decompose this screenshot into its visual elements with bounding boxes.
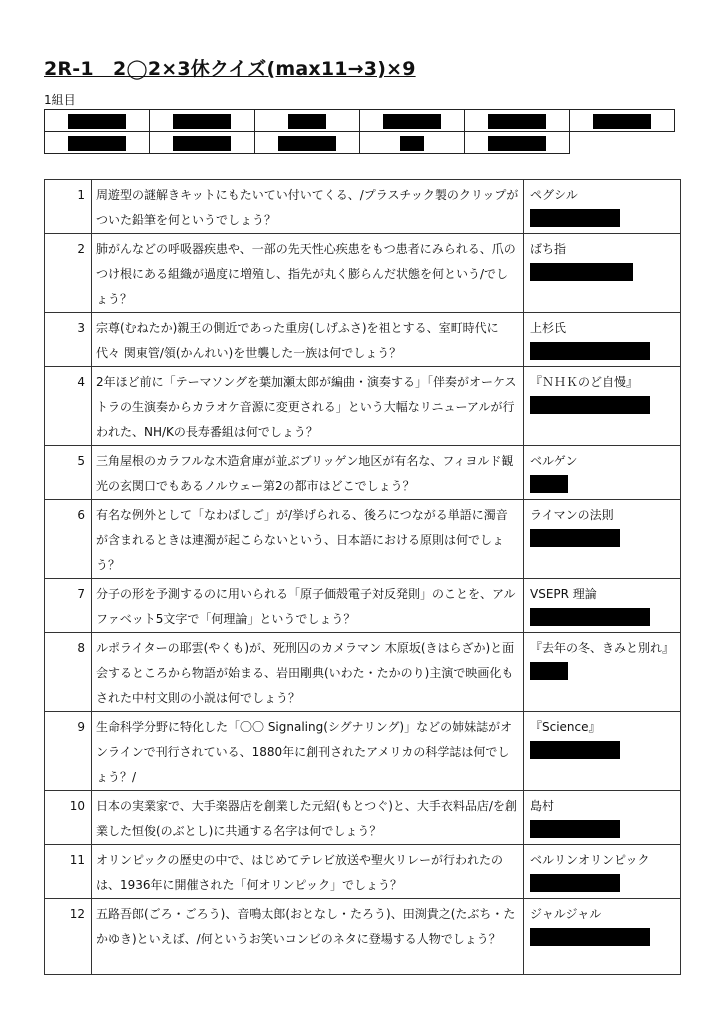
redacted-reading xyxy=(530,342,650,360)
question-number: 11 xyxy=(45,845,92,899)
redacted-name xyxy=(68,136,126,151)
question-number: 5 xyxy=(45,446,92,500)
player-cell xyxy=(150,110,255,132)
redacted-name xyxy=(288,114,326,129)
answer-text: 島村 xyxy=(530,799,555,813)
answer-text: ライマンの法則 xyxy=(530,508,614,522)
question-number: 1 xyxy=(45,180,92,234)
player-row xyxy=(45,132,675,154)
answer-cell xyxy=(524,367,681,446)
question-text: 三角屋根のカラフルな木造倉庫が並ぶブリッゲン地区が有名な、フィヨルド観光の玄関口でもあるノルウェー第2の都市はどこでしょう？ xyxy=(92,446,524,500)
question-row xyxy=(45,234,681,313)
question-text: 生命科学分野に特化した「〇〇 Signaling(シグナリング)」などの姉妹誌がオンラインで刊行されている、1880年に創刊されたアメリカの科学誌は何でしょう？/ xyxy=(92,712,524,791)
answer-text: ジャルジャル xyxy=(530,907,602,921)
question-row xyxy=(45,899,681,975)
redacted-reading xyxy=(530,928,650,946)
answer-cell xyxy=(524,791,681,845)
question-number: 7 xyxy=(45,579,92,633)
redacted-name xyxy=(383,114,441,129)
answer-cell xyxy=(524,313,681,367)
player-cell xyxy=(255,110,360,132)
answer-cell xyxy=(524,234,681,313)
answer-text: 『ＮＨＫのど自慢』 xyxy=(530,375,639,389)
answer-cell xyxy=(524,500,681,579)
redacted-reading xyxy=(530,475,568,493)
question-row xyxy=(45,579,681,633)
player-cell xyxy=(150,132,255,154)
question-row xyxy=(45,712,681,791)
redacted-name xyxy=(488,136,546,151)
redacted-name xyxy=(278,136,336,151)
answer-text: ばち指 xyxy=(530,242,567,256)
answer-cell xyxy=(524,633,681,712)
redacted-name xyxy=(400,136,424,151)
redacted-reading xyxy=(530,874,620,892)
question-row xyxy=(45,791,681,845)
answer-cell xyxy=(524,579,681,633)
answer-cell xyxy=(524,180,681,234)
player-row xyxy=(45,110,675,132)
redacted-reading xyxy=(530,529,620,547)
player-name-table xyxy=(44,109,675,154)
player-cell xyxy=(45,110,150,132)
question-row xyxy=(45,845,681,899)
question-number: 6 xyxy=(45,500,92,579)
question-table xyxy=(44,179,681,975)
redacted-name xyxy=(488,114,546,129)
question-number: 4 xyxy=(45,367,92,446)
redacted-name xyxy=(173,114,231,129)
question-text: 肺がんなどの呼吸器疾患や、一部の先天性心疾患をもつ患者にみられる、爪のつけ根にある組織が過度に増殖し、指先が丸く膨らんだ状態を何という/でしょう？ xyxy=(92,234,524,313)
page-title: 2R-1 2◯2×3休クイズ(max11→3)×9 xyxy=(44,58,416,80)
player-cell xyxy=(360,110,465,132)
redacted-reading xyxy=(530,396,650,414)
answer-text: VSEPR 理論 xyxy=(530,587,597,601)
redacted-reading xyxy=(530,662,568,680)
answer-text: ベルゲン xyxy=(530,454,578,468)
answer-cell xyxy=(524,899,681,975)
answer-cell xyxy=(524,712,681,791)
answer-cell xyxy=(524,845,681,899)
question-number: 10 xyxy=(45,791,92,845)
player-cell xyxy=(465,110,570,132)
question-text: 五路吾郎(ごろ・ごろう)、音鳴太郎(おとなし・たろう)、田渕貴之(たぶち・たかゆき)といえば、/何というお笑いコンビのネタに登場する人物でしょう？ xyxy=(92,899,524,975)
question-row xyxy=(45,367,681,446)
question-row xyxy=(45,180,681,234)
player-cell xyxy=(255,132,360,154)
question-text: 日本の実業家で、大手楽器店を創業した元紹(もとつぐ)と、大手衣料品店/を創業した恒俊(のぶとし)に共通する名字は何でしょう？ xyxy=(92,791,524,845)
redacted-reading xyxy=(530,820,620,838)
question-row xyxy=(45,633,681,712)
answer-text: ベルリンオリンピック xyxy=(530,853,650,867)
question-number: 9 xyxy=(45,712,92,791)
player-cell xyxy=(465,132,570,154)
question-text: 周遊型の謎解きキットにもたいてい付いてくる、/プラスチック製のクリップがついた鉛筆を何というでしょう？ xyxy=(92,180,524,234)
question-row xyxy=(45,313,681,367)
answer-text: 『Science』 xyxy=(530,720,601,734)
empty-cell xyxy=(570,132,675,154)
question-text: 2年ほど前に「テーマソングを葉加瀬太郎が編曲・演奏する」「伴奏がオーケストラの生演奏からカラオケ音源に変更される」という大幅なリニューアルが行われた、NH/Kの長寿番組は何でしょう？ xyxy=(92,367,524,446)
redacted-reading xyxy=(530,263,633,281)
question-number: 3 xyxy=(45,313,92,367)
question-number: 8 xyxy=(45,633,92,712)
question-text: 宗尊(むねたか)親王の側近であった重房(しげふさ)を祖とする、室町時代に代々 関東管/領(かんれい)を世襲した一族は何でしょう？ xyxy=(92,313,524,367)
player-cell xyxy=(360,132,465,154)
answer-cell xyxy=(524,446,681,500)
answer-text: ペグシル xyxy=(530,188,578,202)
redacted-reading xyxy=(530,209,620,227)
group-label: 1組目 xyxy=(44,93,76,107)
answer-text: 上杉氏 xyxy=(530,321,567,335)
answer-text: 『去年の冬、きみと別れ』 xyxy=(530,641,675,655)
redacted-name xyxy=(593,114,651,129)
question-text: 有名な例外として「なわばしご」が/挙げられる、後ろにつながる単語に濁音が含まれるときは連濁が起こらないという、日本語における原則は何でしょう？ xyxy=(92,500,524,579)
player-cell xyxy=(45,132,150,154)
question-number: 12 xyxy=(45,899,92,975)
player-cell xyxy=(570,110,675,132)
redacted-reading xyxy=(530,741,620,759)
question-row xyxy=(45,446,681,500)
question-text: 分子の形を予測するのに用いられる「原子価殻電子対反発則」のことを、アルファベット5文字で「何理論」というでしょう？ xyxy=(92,579,524,633)
redacted-name xyxy=(173,136,231,151)
question-number: 2 xyxy=(45,234,92,313)
question-row xyxy=(45,500,681,579)
question-text: ルポライターの耶雲(やくも)が、死刑囚のカメラマン 木原坂(きはらざか)と面会するところから物語が始まる、岩田剛典(いわた・たかのり)主演で映画化もされた中村文則の小説は何でしょう？ xyxy=(92,633,524,712)
redacted-reading xyxy=(530,608,650,626)
question-text: オリンピックの歴史の中で、はじめてテレビ放送や聖火リレーが行われたのは、1936年に開催された「何オリンピック」でしょう？ xyxy=(92,845,524,899)
redacted-name xyxy=(68,114,126,129)
